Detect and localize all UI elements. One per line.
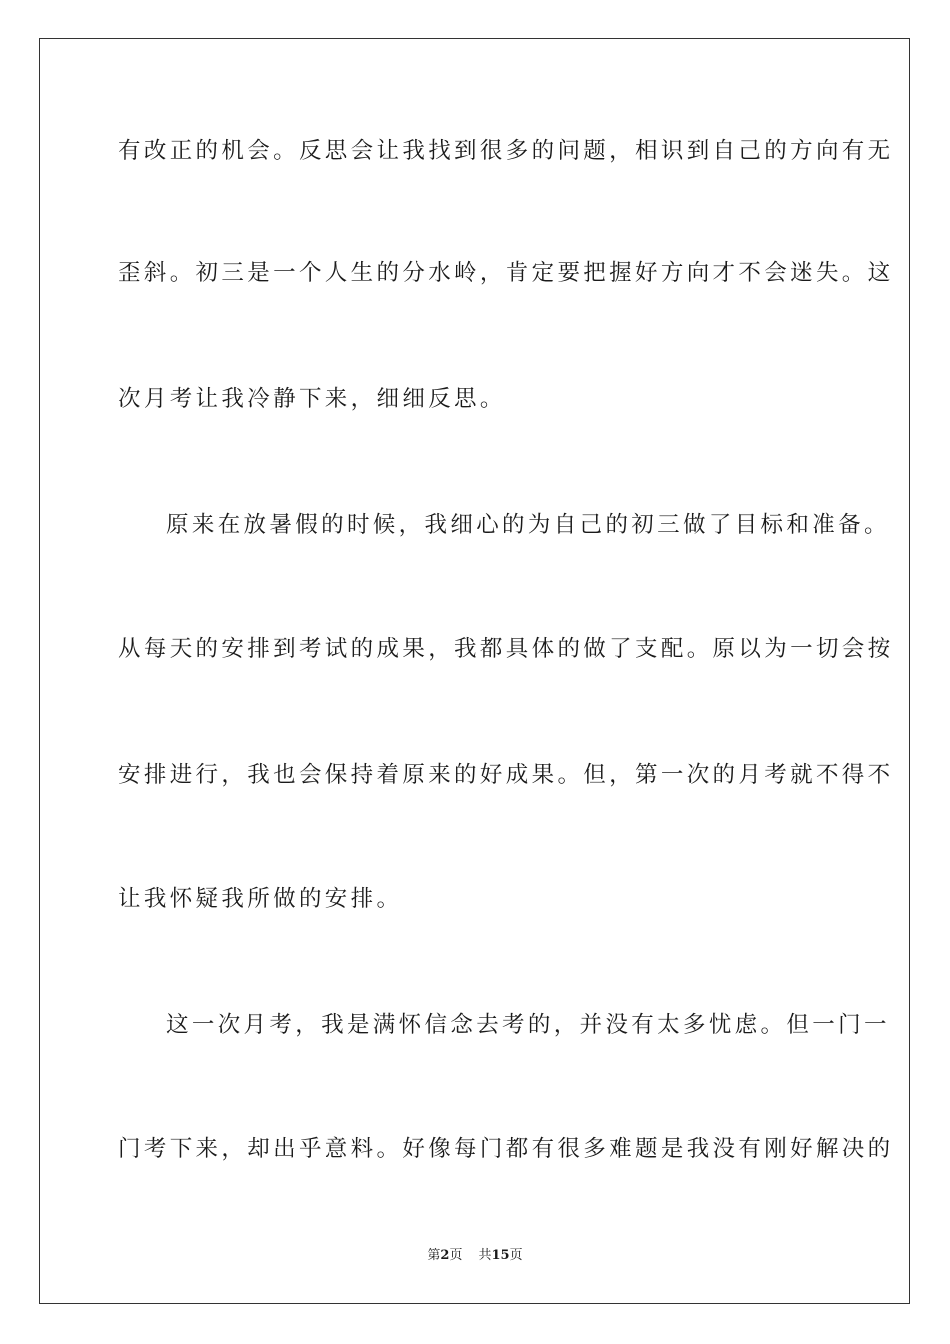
text-line: 让我怀疑我所做的安排。 [118, 886, 403, 912]
page-number: 2 [440, 1248, 450, 1263]
page-border [39, 38, 910, 1304]
paragraph-first-line: 原来在放暑假的时候，我细心的为自己的初三做了目标和准备。 [166, 512, 890, 538]
total-pages: 15 [491, 1248, 510, 1263]
paragraph-first-line: 这一次月考，我是满怀信念去考的，并没有太多忧虑。但一门一 [166, 1012, 890, 1038]
text-line: 从每天的安排到考试的成果，我都具体的做了支配。原以为一切会按 [118, 636, 894, 662]
text-line: 有改正的机会。反思会让我找到很多的问题，相识到自己的方向有无 [118, 138, 894, 164]
total-prefix: 共 [478, 1248, 492, 1263]
page-footer [0, 1247, 950, 1265]
text-line: 安排进行，我也会保持着原来的好成果。但，第一次的月考就不得不 [118, 762, 894, 788]
text-line: 次月考让我冷静下来，细细反思。 [118, 386, 506, 412]
total-suffix: 页 [509, 1248, 523, 1263]
page-prefix: 第 [427, 1248, 441, 1263]
text-line: 歪斜。初三是一个人生的分水岭，肯定要把握好方向才不会迷失。这 [118, 260, 894, 286]
text-line: 门考下来，却出乎意料。好像每门都有很多难题是我没有刚好解决的 [118, 1136, 894, 1162]
page-suffix: 页 [449, 1248, 463, 1263]
